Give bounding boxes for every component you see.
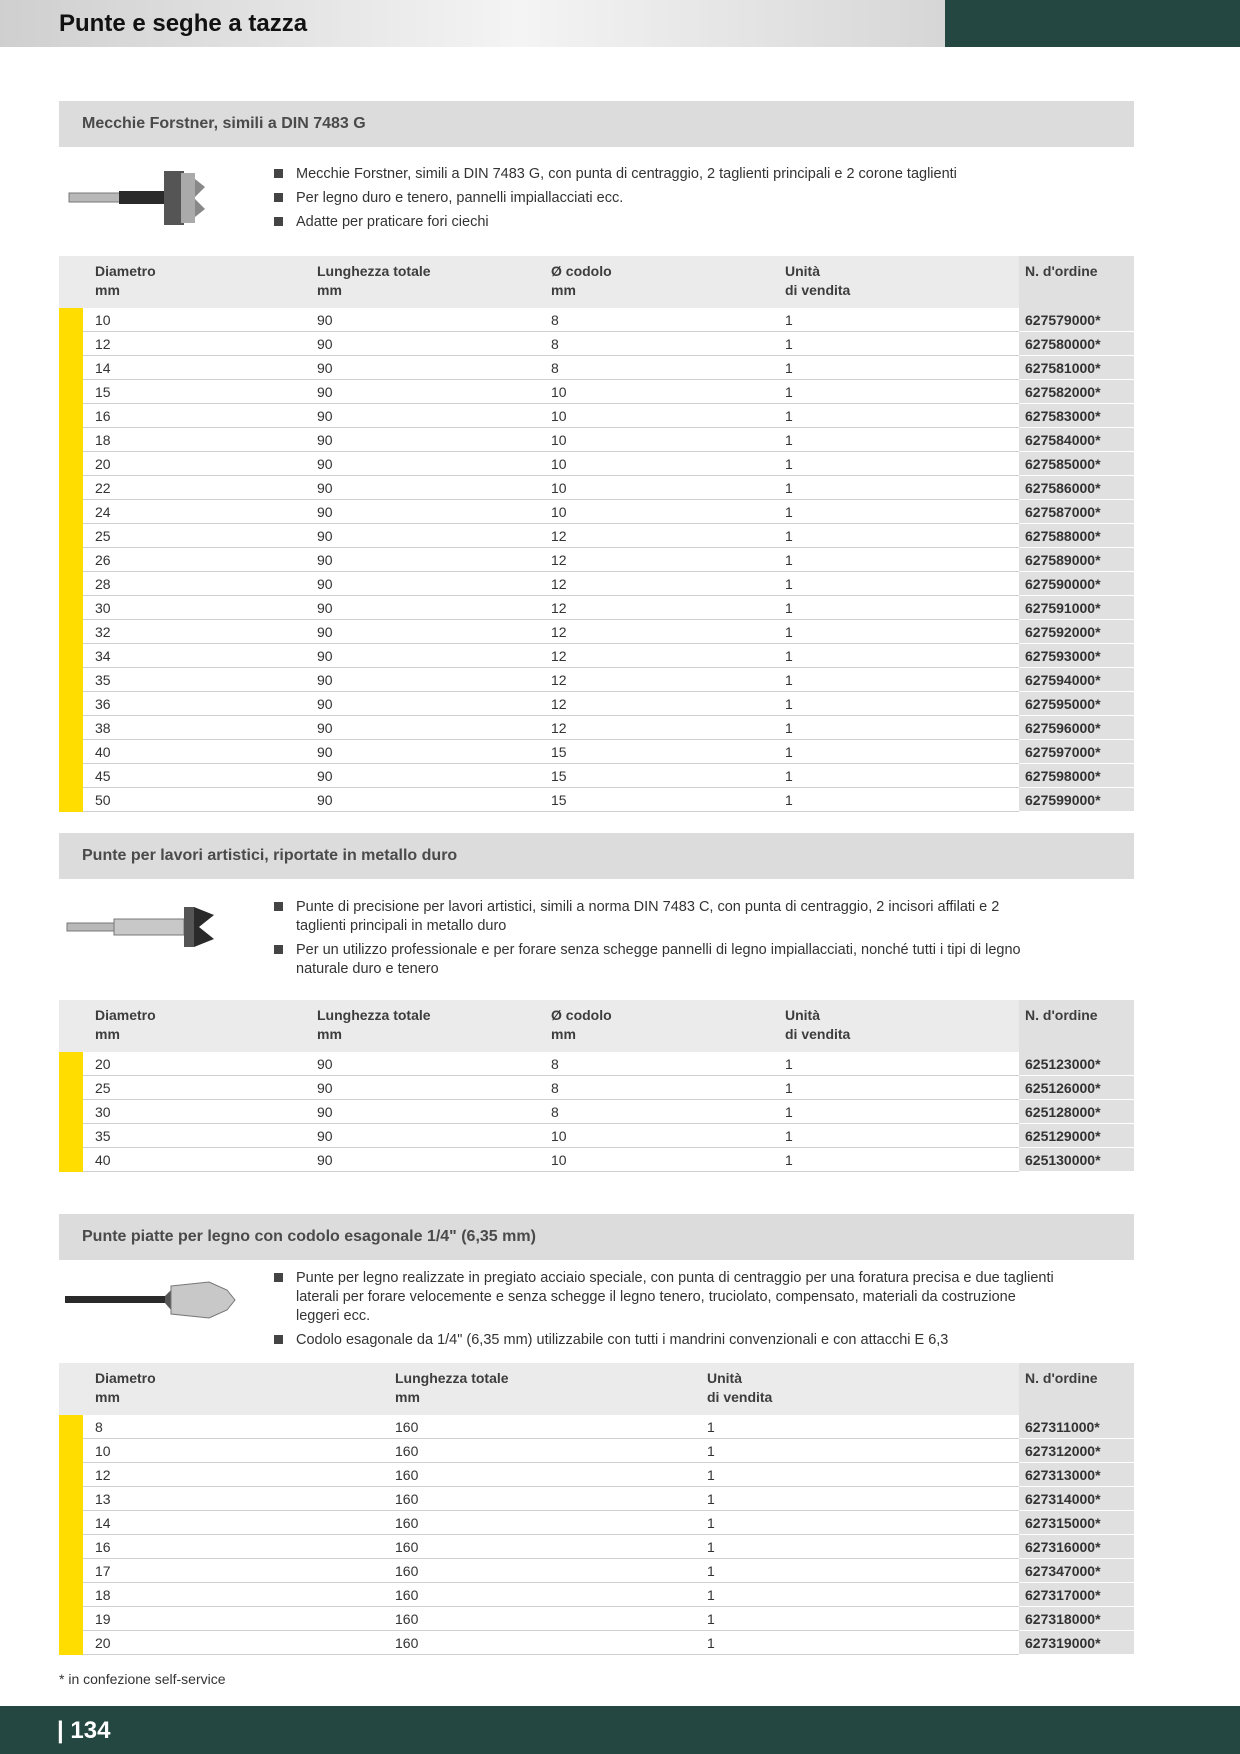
order-number-cell: 627581000* xyxy=(1019,356,1134,380)
table-cell: 1 xyxy=(785,1148,1019,1172)
row-marker xyxy=(59,380,83,404)
order-number-cell: 627595000* xyxy=(1019,692,1134,716)
table-cell: 10 xyxy=(551,500,785,524)
table-cell: 10 xyxy=(551,428,785,452)
row-marker xyxy=(59,452,83,476)
header-green-block xyxy=(945,0,1240,47)
section-title: Punte per lavori artistici, riportate in metallo duro xyxy=(59,833,1134,879)
table-cell: 25 xyxy=(83,1076,317,1100)
table-row xyxy=(59,452,1134,476)
order-number-cell: 627588000* xyxy=(1019,524,1134,548)
table-cell: 160 xyxy=(395,1559,707,1583)
table-row xyxy=(59,1463,1134,1487)
row-marker xyxy=(59,500,83,524)
spec-table xyxy=(59,1000,1134,1172)
order-number-cell: 627317000* xyxy=(1019,1583,1134,1607)
table-cell: 90 xyxy=(317,308,551,332)
page-title: Punte e seghe a tazza xyxy=(59,10,308,37)
order-number-cell: 627312000* xyxy=(1019,1439,1134,1463)
table-cell: 1 xyxy=(707,1631,1019,1655)
order-number-cell: 627594000* xyxy=(1019,668,1134,692)
table-cell: 90 xyxy=(317,620,551,644)
table-cell: 1 xyxy=(785,500,1019,524)
col-header: Lunghezza totale mm xyxy=(395,1363,707,1415)
order-number-cell: 627591000* xyxy=(1019,596,1134,620)
feature-item: Codolo esagonale da 1/4" (6,35 mm) utilizzabile con tutti i mandrini convenzionali e con attacchi E 6,3 xyxy=(274,1331,1054,1350)
table-cell: 45 xyxy=(83,764,317,788)
table-cell: 16 xyxy=(83,404,317,428)
table-row xyxy=(59,1148,1134,1172)
table-row xyxy=(59,524,1134,548)
order-number-cell: 627582000* xyxy=(1019,380,1134,404)
table-cell: 1 xyxy=(785,428,1019,452)
order-number-cell: 627586000* xyxy=(1019,476,1134,500)
feature-list xyxy=(274,165,1094,237)
table-cell: 1 xyxy=(707,1559,1019,1583)
flat-bit-image xyxy=(59,1276,239,1324)
bullet-square-icon xyxy=(274,169,283,178)
table-row xyxy=(59,1559,1134,1583)
table-row xyxy=(59,1583,1134,1607)
table-cell: 90 xyxy=(317,356,551,380)
table-cell: 1 xyxy=(707,1535,1019,1559)
order-number-cell: 627596000* xyxy=(1019,716,1134,740)
row-marker xyxy=(59,1124,83,1148)
order-number-cell: 627592000* xyxy=(1019,620,1134,644)
table-cell: 90 xyxy=(317,596,551,620)
table-cell: 90 xyxy=(317,452,551,476)
table-cell: 1 xyxy=(707,1583,1019,1607)
row-marker xyxy=(59,308,83,332)
feature-item: Mecchie Forstner, simili a DIN 7483 G, con punta di centraggio, 2 taglienti principali e 2 corone taglienti xyxy=(274,165,1094,184)
section-artistic xyxy=(59,833,1134,1168)
section-flat-bits xyxy=(59,1214,1134,1651)
col-header: Unità di vendita xyxy=(785,256,1019,308)
table-cell: 32 xyxy=(83,620,317,644)
table-cell: 90 xyxy=(317,524,551,548)
table-cell: 12 xyxy=(551,644,785,668)
table-row xyxy=(59,788,1134,812)
table-cell: 90 xyxy=(317,716,551,740)
row-marker xyxy=(59,740,83,764)
col-header: Unità di vendita xyxy=(707,1363,1019,1415)
table-cell: 1 xyxy=(707,1439,1019,1463)
row-marker xyxy=(59,692,83,716)
table-cell: 18 xyxy=(83,428,317,452)
row-marker xyxy=(59,1052,83,1076)
col-header: N. d'ordine xyxy=(1019,256,1134,308)
row-marker xyxy=(59,1511,83,1535)
order-number-cell: 627319000* xyxy=(1019,1631,1134,1655)
page-number: | 134 xyxy=(57,1717,111,1744)
order-number-cell: 627347000* xyxy=(1019,1559,1134,1583)
col-header: Ø codolo mm xyxy=(551,256,785,308)
table-cell: 1 xyxy=(785,548,1019,572)
artistic-bit-image xyxy=(59,897,219,957)
col-header: Lunghezza totale mm xyxy=(317,1000,551,1052)
table-cell: 18 xyxy=(83,1583,395,1607)
table-cell: 20 xyxy=(83,1631,395,1655)
table-cell: 1 xyxy=(785,572,1019,596)
product-info xyxy=(59,147,1134,257)
table-cell: 8 xyxy=(551,332,785,356)
table-cell: 1 xyxy=(785,668,1019,692)
table-cell: 40 xyxy=(83,1148,317,1172)
table-cell: 1 xyxy=(707,1463,1019,1487)
row-marker xyxy=(59,428,83,452)
table-cell: 10 xyxy=(83,1439,395,1463)
table-cell: 1 xyxy=(785,692,1019,716)
table-row xyxy=(59,1535,1134,1559)
table-cell: 90 xyxy=(317,692,551,716)
table-cell: 90 xyxy=(317,764,551,788)
table-cell: 40 xyxy=(83,740,317,764)
section-title: Punte piatte per legno con codolo esagonale 1/4" (6,35 mm) xyxy=(59,1214,1134,1260)
table-cell: 28 xyxy=(83,572,317,596)
table-cell: 90 xyxy=(317,404,551,428)
table-row xyxy=(59,500,1134,524)
table-cell: 15 xyxy=(551,740,785,764)
table-cell: 1 xyxy=(785,1100,1019,1124)
bullet-square-icon xyxy=(274,1335,283,1344)
table-cell: 90 xyxy=(317,668,551,692)
page-footer xyxy=(0,1706,1240,1754)
feature-list xyxy=(274,1269,1054,1355)
table-cell: 90 xyxy=(317,1052,551,1076)
row-marker xyxy=(59,476,83,500)
table-cell: 10 xyxy=(551,1148,785,1172)
order-number-cell: 627599000* xyxy=(1019,788,1134,812)
bullet-square-icon xyxy=(274,193,283,202)
table-cell: 160 xyxy=(395,1583,707,1607)
order-number-cell: 625129000* xyxy=(1019,1124,1134,1148)
row-marker xyxy=(59,404,83,428)
table-cell: 90 xyxy=(317,332,551,356)
row-marker xyxy=(59,1607,83,1631)
col-header: N. d'ordine xyxy=(1019,1000,1134,1052)
table-cell: 15 xyxy=(551,788,785,812)
table-cell: 1 xyxy=(785,308,1019,332)
table-cell: 26 xyxy=(83,548,317,572)
table-row xyxy=(59,1076,1134,1100)
row-marker xyxy=(59,620,83,644)
row-marker xyxy=(59,572,83,596)
order-number-cell: 627590000* xyxy=(1019,572,1134,596)
table-cell: 8 xyxy=(551,308,785,332)
spec-table xyxy=(59,256,1134,812)
table-cell: 8 xyxy=(83,1415,395,1439)
feature-list xyxy=(274,898,1034,984)
row-marker xyxy=(59,596,83,620)
order-number-cell: 627311000* xyxy=(1019,1415,1134,1439)
row-marker xyxy=(59,644,83,668)
table-cell: 160 xyxy=(395,1439,707,1463)
table-row xyxy=(59,596,1134,620)
table-cell: 14 xyxy=(83,356,317,380)
order-number-cell: 627579000* xyxy=(1019,308,1134,332)
table-cell: 10 xyxy=(83,308,317,332)
table-cell: 90 xyxy=(317,1124,551,1148)
row-marker xyxy=(59,788,83,812)
product-info xyxy=(59,1260,1134,1370)
feature-item: Adatte per praticare fori ciechi xyxy=(274,213,1094,232)
table-cell: 35 xyxy=(83,1124,317,1148)
table-cell: 12 xyxy=(551,548,785,572)
table-cell: 1 xyxy=(707,1415,1019,1439)
bullet-square-icon xyxy=(274,945,283,954)
order-number-cell: 627313000* xyxy=(1019,1463,1134,1487)
table-cell: 12 xyxy=(551,716,785,740)
table-cell: 1 xyxy=(785,524,1019,548)
table-cell: 8 xyxy=(551,356,785,380)
col-header: Diametro mm xyxy=(83,256,317,308)
row-marker xyxy=(59,1148,83,1172)
table-cell: 1 xyxy=(785,1052,1019,1076)
table-cell: 160 xyxy=(395,1535,707,1559)
table-cell: 20 xyxy=(83,452,317,476)
table-cell: 1 xyxy=(785,1124,1019,1148)
order-number-cell: 627584000* xyxy=(1019,428,1134,452)
order-number-cell: 625130000* xyxy=(1019,1148,1134,1172)
table-cell: 16 xyxy=(83,1535,395,1559)
table-cell: 10 xyxy=(551,404,785,428)
table-row xyxy=(59,668,1134,692)
table-cell: 90 xyxy=(317,500,551,524)
table-cell: 90 xyxy=(317,572,551,596)
table-row xyxy=(59,716,1134,740)
table-cell: 90 xyxy=(317,644,551,668)
col-header: Diametro mm xyxy=(83,1363,395,1415)
table-cell: 12 xyxy=(551,572,785,596)
table-cell: 8 xyxy=(551,1076,785,1100)
page-header xyxy=(0,0,1240,47)
col-header: N. d'ordine xyxy=(1019,1363,1134,1415)
row-marker xyxy=(59,1631,83,1655)
row-marker xyxy=(59,668,83,692)
table-cell: 12 xyxy=(551,524,785,548)
table-cell: 12 xyxy=(83,1463,395,1487)
row-marker xyxy=(59,548,83,572)
row-marker xyxy=(59,1415,83,1439)
table-cell: 1 xyxy=(785,1076,1019,1100)
section-forstner xyxy=(59,101,1134,808)
order-number-cell: 627315000* xyxy=(1019,1511,1134,1535)
row-marker xyxy=(59,332,83,356)
order-number-cell: 627597000* xyxy=(1019,740,1134,764)
table-cell: 1 xyxy=(785,332,1019,356)
order-number-cell: 627585000* xyxy=(1019,452,1134,476)
spec-table xyxy=(59,1363,1134,1655)
table-cell: 90 xyxy=(317,428,551,452)
table-cell: 160 xyxy=(395,1463,707,1487)
feature-item: Per legno duro e tenero, pannelli impiallacciati ecc. xyxy=(274,189,1094,208)
table-row xyxy=(59,1511,1134,1535)
table-cell: 8 xyxy=(551,1100,785,1124)
table-cell: 90 xyxy=(317,788,551,812)
col-header: Unità di vendita xyxy=(785,1000,1019,1052)
order-number-cell: 627589000* xyxy=(1019,548,1134,572)
table-cell: 1 xyxy=(785,476,1019,500)
table-cell: 17 xyxy=(83,1559,395,1583)
row-marker xyxy=(59,1559,83,1583)
table-cell: 12 xyxy=(551,620,785,644)
table-row xyxy=(59,644,1134,668)
table-cell: 160 xyxy=(395,1511,707,1535)
table-cell: 160 xyxy=(395,1631,707,1655)
table-row xyxy=(59,1607,1134,1631)
table-cell: 90 xyxy=(317,1148,551,1172)
table-row xyxy=(59,1124,1134,1148)
table-cell: 1 xyxy=(785,644,1019,668)
feature-item: Per un utilizzo professionale e per forare senza schegge pannelli di legno impiallacciati, nonché tutti i tipi di legno naturale duro e tenero xyxy=(274,941,1034,979)
table-row xyxy=(59,308,1134,332)
table-cell: 15 xyxy=(83,380,317,404)
bullet-square-icon xyxy=(274,902,283,911)
table-row xyxy=(59,1439,1134,1463)
table-row xyxy=(59,428,1134,452)
table-cell: 10 xyxy=(551,1124,785,1148)
table-cell: 8 xyxy=(551,1052,785,1076)
table-cell: 34 xyxy=(83,644,317,668)
table-row xyxy=(59,572,1134,596)
table-cell: 36 xyxy=(83,692,317,716)
table-row xyxy=(59,332,1134,356)
table-cell: 10 xyxy=(551,452,785,476)
order-number-cell: 627318000* xyxy=(1019,1607,1134,1631)
row-marker xyxy=(59,764,83,788)
footnote: * in confezione self-service xyxy=(59,1671,226,1687)
table-cell: 50 xyxy=(83,788,317,812)
table-cell: 90 xyxy=(317,476,551,500)
table-cell: 160 xyxy=(395,1487,707,1511)
row-marker xyxy=(59,1487,83,1511)
order-number-cell: 627598000* xyxy=(1019,764,1134,788)
table-cell: 13 xyxy=(83,1487,395,1511)
table-cell: 1 xyxy=(785,788,1019,812)
table-cell: 90 xyxy=(317,380,551,404)
order-number-cell: 625128000* xyxy=(1019,1100,1134,1124)
table-cell: 12 xyxy=(551,668,785,692)
row-marker xyxy=(59,1076,83,1100)
table-row xyxy=(59,740,1134,764)
order-number-cell: 627314000* xyxy=(1019,1487,1134,1511)
order-number-cell: 627580000* xyxy=(1019,332,1134,356)
col-header: Lunghezza totale mm xyxy=(317,256,551,308)
table-cell: 30 xyxy=(83,1100,317,1124)
feature-item: Punte di precisione per lavori artistici, simili a norma DIN 7483 C, con punta di centraggio, 2 incisori affilati e 2 taglienti principali in metallo duro xyxy=(274,898,1034,936)
row-marker xyxy=(59,1463,83,1487)
table-cell: 1 xyxy=(707,1487,1019,1511)
order-number-cell: 625123000* xyxy=(1019,1052,1134,1076)
table-cell: 38 xyxy=(83,716,317,740)
table-row xyxy=(59,1415,1134,1439)
row-marker xyxy=(59,1439,83,1463)
table-row xyxy=(59,764,1134,788)
row-marker xyxy=(59,524,83,548)
row-marker xyxy=(59,1583,83,1607)
table-row xyxy=(59,692,1134,716)
table-cell: 12 xyxy=(551,692,785,716)
feature-item: Punte per legno realizzate in pregiato acciaio speciale, con punta di centraggio per una foratura precisa e due taglienti laterali per forare velocemente e senza schegge il legno tenero, truciolato, compensato, materiali da costruzione leggeri ecc. xyxy=(274,1269,1054,1326)
table-row xyxy=(59,356,1134,380)
table-cell: 35 xyxy=(83,668,317,692)
bullet-square-icon xyxy=(274,217,283,226)
table-cell: 1 xyxy=(785,620,1019,644)
forstner-bit-image xyxy=(59,157,209,237)
table-row xyxy=(59,1631,1134,1655)
table-cell: 1 xyxy=(785,452,1019,476)
table-row xyxy=(59,620,1134,644)
table-cell: 90 xyxy=(317,1100,551,1124)
product-info xyxy=(59,879,1134,989)
table-cell: 12 xyxy=(83,332,317,356)
row-marker xyxy=(59,1535,83,1559)
table-cell: 15 xyxy=(551,764,785,788)
table-cell: 1 xyxy=(707,1607,1019,1631)
row-marker xyxy=(59,716,83,740)
table-row xyxy=(59,1052,1134,1076)
col-header: Diametro mm xyxy=(83,1000,317,1052)
table-row xyxy=(59,548,1134,572)
table-cell: 1 xyxy=(785,740,1019,764)
section-title: Mecchie Forstner, simili a DIN 7483 G xyxy=(59,101,1134,147)
order-number-cell: 627583000* xyxy=(1019,404,1134,428)
table-cell: 90 xyxy=(317,548,551,572)
table-cell: 160 xyxy=(395,1607,707,1631)
table-cell: 1 xyxy=(707,1511,1019,1535)
row-marker xyxy=(59,356,83,380)
table-cell: 1 xyxy=(785,356,1019,380)
table-row xyxy=(59,1100,1134,1124)
table-cell: 1 xyxy=(785,596,1019,620)
table-cell: 90 xyxy=(317,1076,551,1100)
table-cell: 30 xyxy=(83,596,317,620)
table-cell: 22 xyxy=(83,476,317,500)
order-number-cell: 627316000* xyxy=(1019,1535,1134,1559)
table-cell: 25 xyxy=(83,524,317,548)
table-cell: 1 xyxy=(785,716,1019,740)
order-number-cell: 625126000* xyxy=(1019,1076,1134,1100)
bullet-square-icon xyxy=(274,1273,283,1282)
order-number-cell: 627593000* xyxy=(1019,644,1134,668)
table-cell: 12 xyxy=(551,596,785,620)
table-cell: 20 xyxy=(83,1052,317,1076)
table-row xyxy=(59,380,1134,404)
order-number-cell: 627587000* xyxy=(1019,500,1134,524)
table-cell: 90 xyxy=(317,740,551,764)
table-cell: 19 xyxy=(83,1607,395,1631)
table-cell: 10 xyxy=(551,476,785,500)
table-cell: 160 xyxy=(395,1415,707,1439)
table-row xyxy=(59,1487,1134,1511)
table-cell: 1 xyxy=(785,404,1019,428)
table-cell: 14 xyxy=(83,1511,395,1535)
table-cell: 24 xyxy=(83,500,317,524)
table-row xyxy=(59,404,1134,428)
table-cell: 1 xyxy=(785,764,1019,788)
row-marker xyxy=(59,1100,83,1124)
table-row xyxy=(59,476,1134,500)
table-cell: 10 xyxy=(551,380,785,404)
col-header: Ø codolo mm xyxy=(551,1000,785,1052)
table-cell: 1 xyxy=(785,380,1019,404)
